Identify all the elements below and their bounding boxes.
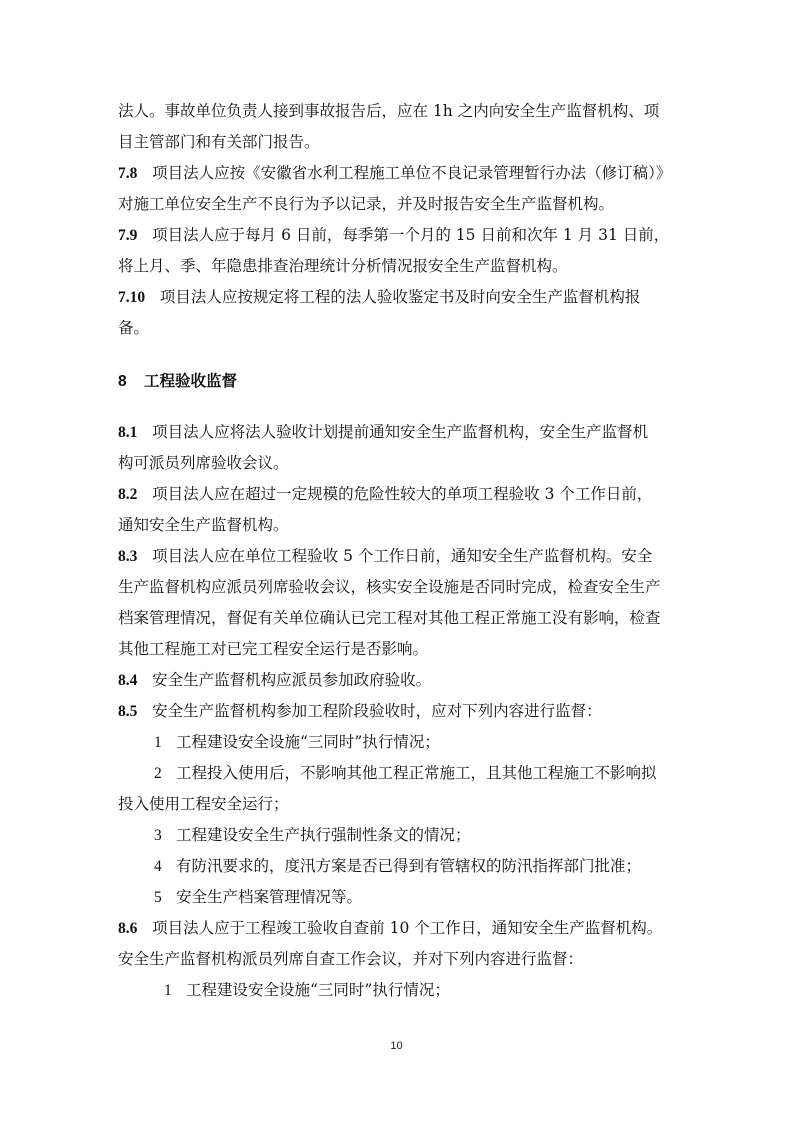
- text-line: 生产监督机构应派员列席验收会议，核实安全设施是否同时完成，检查安全生产: [118, 578, 661, 596]
- section-number: 8: [118, 373, 127, 390]
- clause-7-9: [118, 220, 678, 282]
- text-line: 项目法人应于工程竣工验收自查前 10 个工作日，通知安全生产监督机构。: [152, 919, 663, 937]
- clause-number: 8.5: [118, 703, 138, 720]
- clause-7-8: [118, 158, 678, 220]
- text-line: 项目法人应将法人验收计划提前通知安全生产监督机构，安全生产监督机: [152, 423, 649, 441]
- clause-8-2: [118, 479, 678, 541]
- document-body: [118, 96, 678, 1006]
- clause-number: 7.9: [118, 227, 138, 244]
- text-line: 安全生产监督机构参加工程阶段验收时，应对下列内容进行监督：: [152, 702, 602, 720]
- list-item-number: 4: [154, 858, 162, 875]
- list-item: [118, 975, 678, 1006]
- paragraph-continued: [118, 96, 678, 158]
- list-item-number: 1: [164, 982, 172, 999]
- clause-number: 7.8: [118, 165, 138, 182]
- clause-8-4: [118, 665, 678, 696]
- text-line: 项目法人应于每月 6 日前，每季第一个月的 15 日前和次年 1 月 31 日前，: [152, 226, 670, 244]
- clause-number: 8.6: [118, 920, 138, 937]
- list-item-number: 2: [154, 765, 162, 782]
- text-line: 法人。事故单位负责人接到事故报告后，应在 1h 之内向安全生产监督机构、项: [118, 102, 660, 120]
- section-title: 工程验收监督: [144, 372, 238, 390]
- list-item-number: 5: [154, 889, 162, 906]
- text-line: 安全生产监督机构应派员参加政府验收。: [152, 671, 432, 689]
- text-line: 构可派员列席验收会议。: [118, 454, 289, 472]
- clause-number: 8.2: [118, 486, 138, 503]
- clause-8-3: [118, 541, 678, 665]
- section-heading: [118, 366, 678, 397]
- list-item-number: 3: [154, 827, 162, 844]
- clause-7-10: [118, 282, 678, 344]
- text-line: 将上月、季、年隐患排查治理统计分析情况报安全生产监督机构。: [118, 257, 568, 275]
- text-line: 其他工程施工对已完工程安全运行是否影响。: [118, 640, 429, 658]
- clause-8-5: [118, 696, 678, 727]
- list-item-text: 安全生产档案管理情况等。: [176, 888, 363, 906]
- list-item: [118, 851, 678, 882]
- text-line: 备。: [118, 319, 150, 337]
- list-item-text: 工程建设安全设施“三同时”执行情况；: [186, 981, 450, 999]
- list-item: [118, 882, 678, 913]
- text-line: 档案管理情况，督促有关单位确认已完工程对其他工程正常施工没有影响，检查: [118, 609, 661, 627]
- clause-number: 8.1: [118, 424, 138, 441]
- clause-8-6: [118, 913, 678, 975]
- list-item-text: 有防汛要求的，度汛方案是否已得到有管辖权的防汛指挥部门批准；: [176, 857, 642, 875]
- text-line: 项目法人应按《安徽省水利工程施工单位不良记录管理暂行办法（修订稿）》: [152, 164, 672, 182]
- clause-number: 7.10: [118, 289, 146, 306]
- text-line: 对施工单位安全生产不良行为予以记录，并及时报告安全生产监督机构。: [118, 195, 615, 213]
- list-item-text: 投入使用工程安全运行；: [118, 795, 289, 813]
- clause-8-1: [118, 417, 678, 479]
- list-item-text: 工程投入使用后，不影响其他工程正常施工，且其他工程施工不影响拟: [176, 764, 657, 782]
- list-item: [118, 758, 678, 789]
- list-item: [118, 727, 678, 758]
- text-line: 项目法人应按规定将工程的法人验收鉴定书及时向安全生产监督机构报: [159, 288, 641, 306]
- text-line: 通知安全生产监督机构。: [118, 516, 289, 534]
- clause-number: 8.4: [118, 672, 138, 689]
- clause-number: 8.3: [118, 548, 138, 565]
- list-item-number: 1: [154, 734, 162, 751]
- text-line: 项目法人应在超过一定规模的危险性较大的单项工程验收 3 个工作日前，: [152, 485, 653, 503]
- text-line: 项目法人应在单位工程验收 5 个工作日前，通知安全生产监督机构。安全: [152, 547, 653, 565]
- page-number: 10: [390, 1040, 403, 1052]
- list-item-text: 工程建设安全生产执行强制性条文的情况；: [176, 826, 471, 844]
- list-8-5: [118, 727, 678, 913]
- text-line: 目主管部门和有关部门报告。: [118, 133, 320, 151]
- list-item-text: 工程建设安全设施“三同时”执行情况；: [176, 733, 440, 751]
- list-8-6: [118, 975, 678, 1006]
- text-line: 安全生产监督机构派员列席自查工作会议，并对下列内容进行监督：: [118, 950, 584, 968]
- list-item: [118, 820, 678, 851]
